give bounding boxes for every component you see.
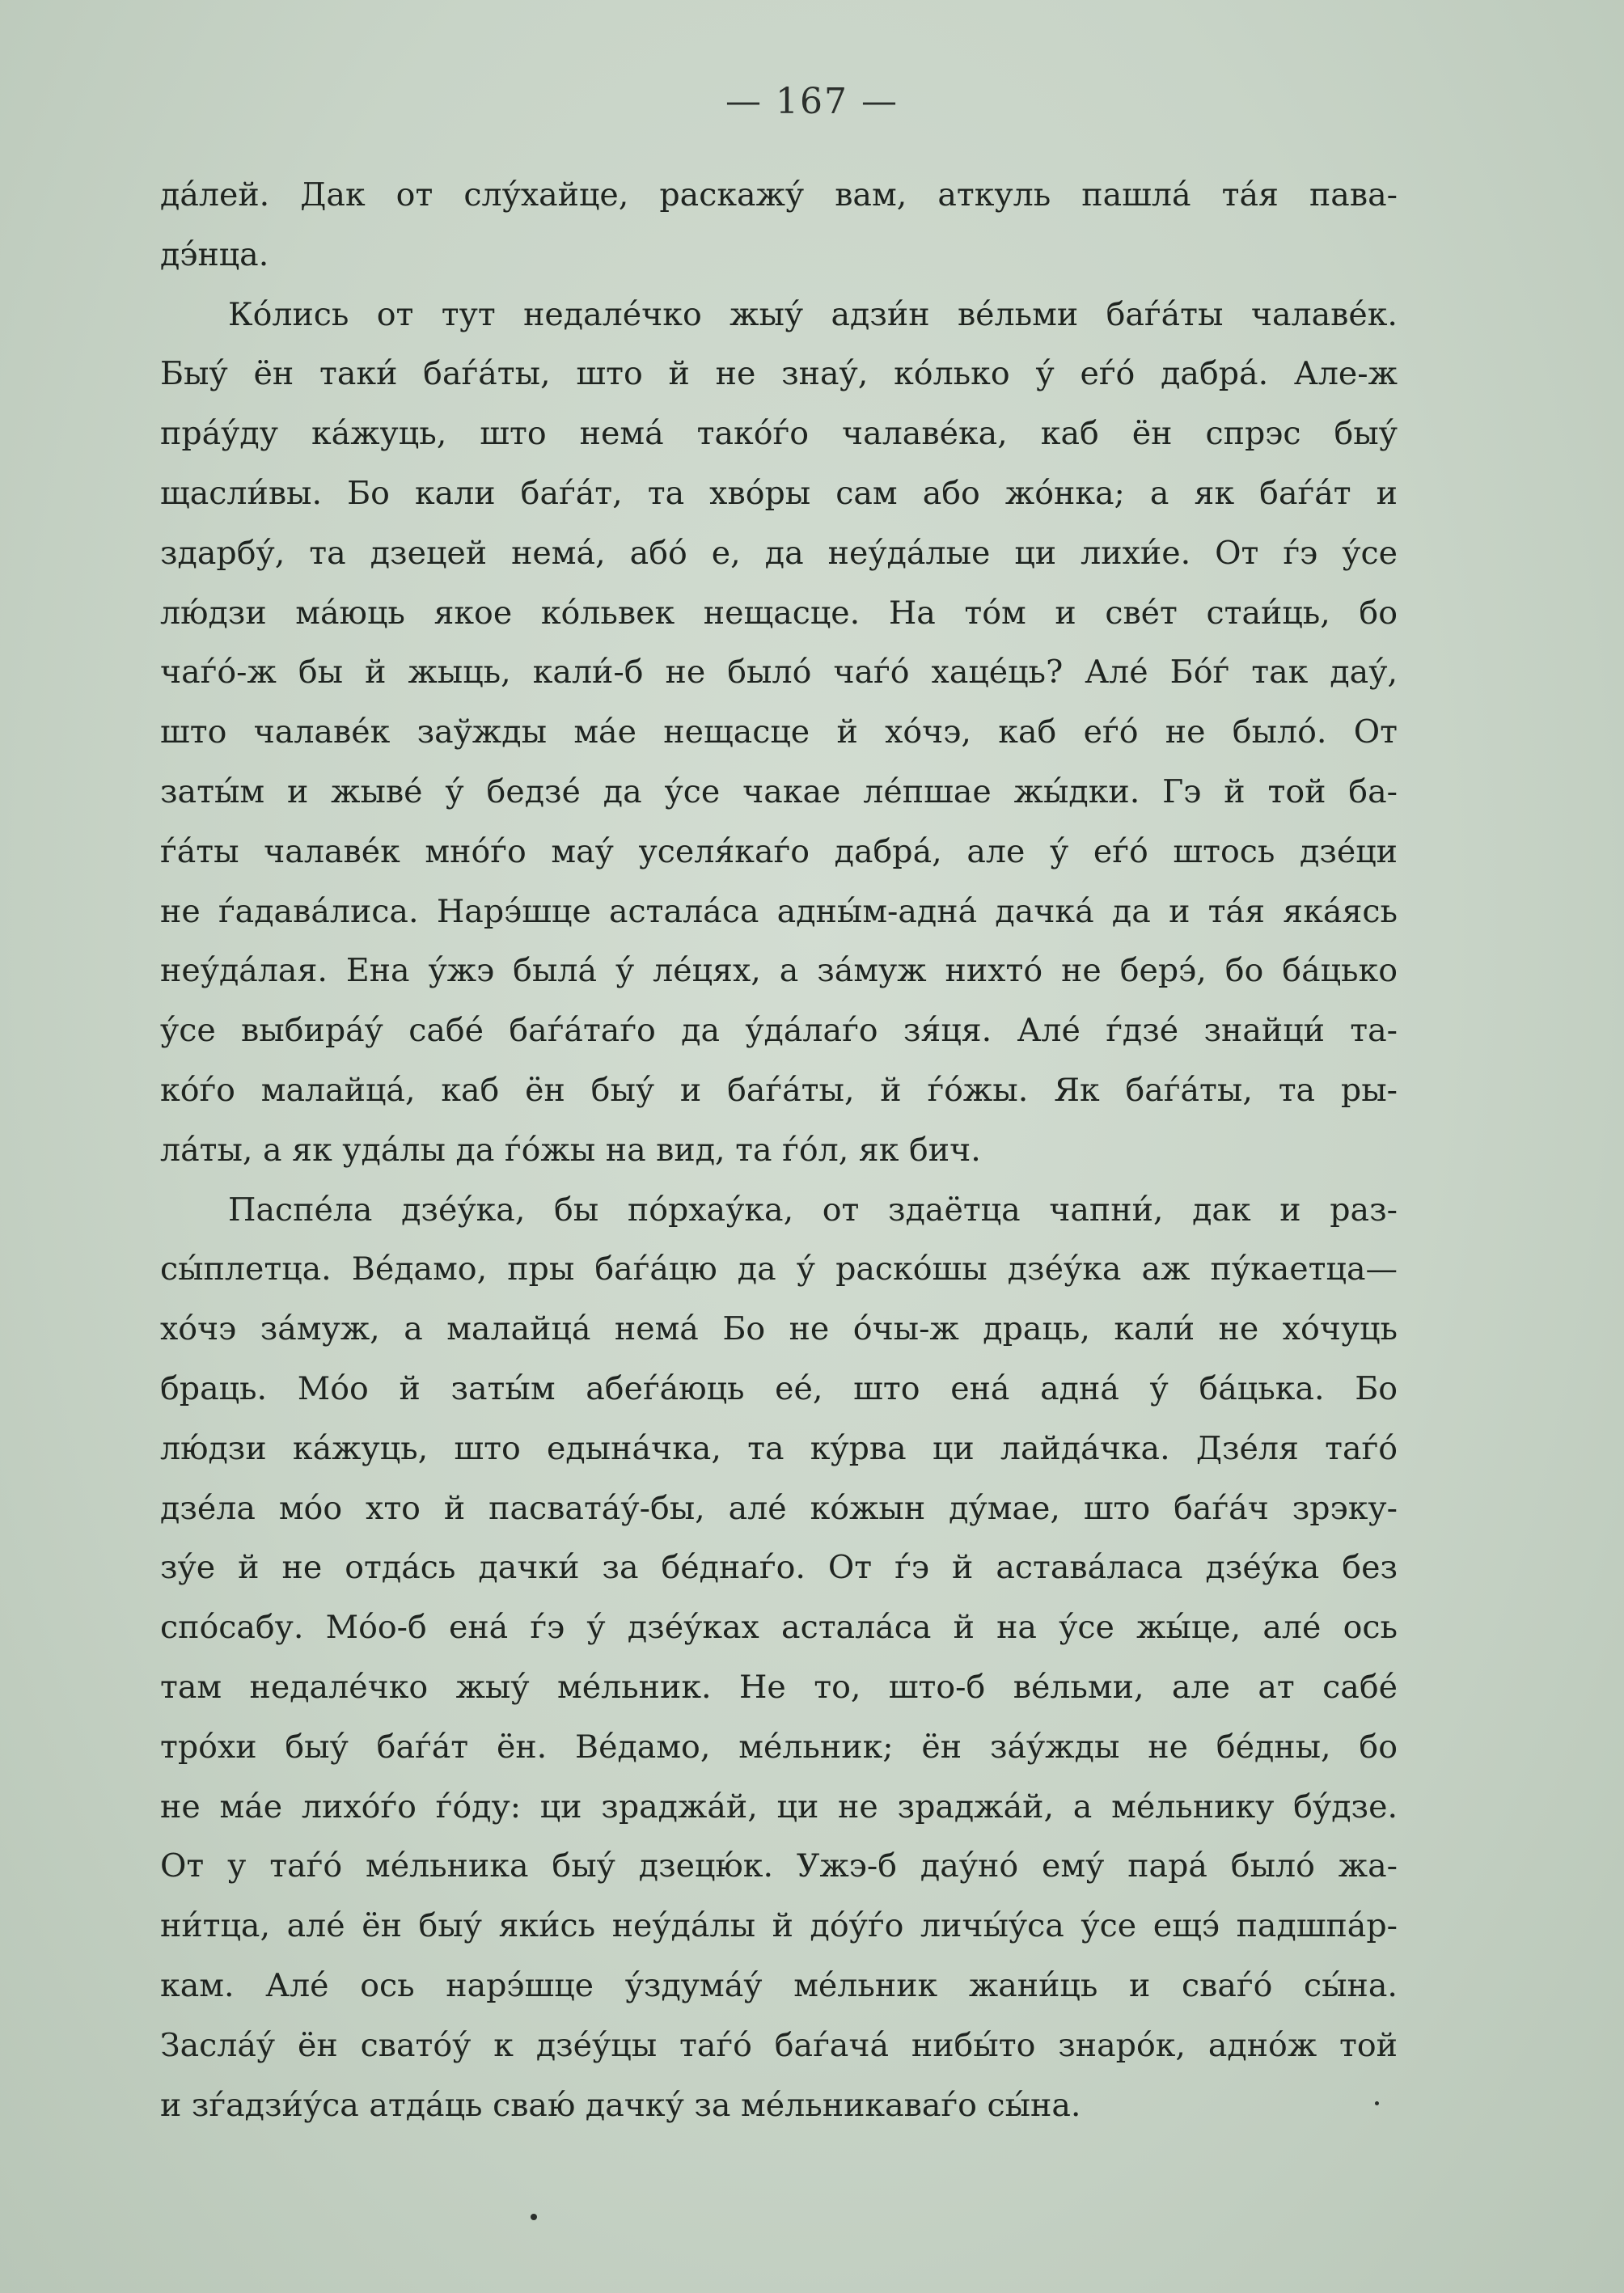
text-line: здарбу́, та дзецей нема́, або́ е, да неу́да́лые ци лихи́е. От ѓэ у́се [160, 534, 1398, 572]
text-line: заты́м и жыве́ у́ бедзе́ да у́се чакае ле́пшае жы́дки. Гэ й той ба- [160, 772, 1398, 810]
text-line: што чалаве́к заўжды ма́е нещасце й хо́чэ, каб еѓо́ не было́. От [160, 713, 1398, 751]
text-line: кам. Але́ ось нарэ́шце у́здума́у́ ме́льник жани́ць и сваѓо́ сы́на. [160, 1966, 1398, 2004]
text-line: щасли́вы. Бо кали баѓа́т, та хво́ры сам або жо́нка; а як баѓа́т и [160, 474, 1398, 512]
text-line: Быу́ ён таки́ баѓа́ты, што й не знау́, ко́лько у́ еѓо́ дабра́. Але-ж [160, 355, 1398, 393]
text-line: спо́сабу. Мо́о-б ена́ ѓэ у́ дзе́у́ках астала́са й на у́се жы́це, але́ ось [160, 1609, 1398, 1647]
text-line: не ѓадава́лиса. Нарэ́шце астала́са адны́м-адна́ дачка́ да и та́я яка́ясь [160, 892, 1398, 930]
text-line: ѓа́ты чалаве́к мно́ѓо мау́ уселя́каѓо дабра́, але у́ еѓо́ штось дзе́ци [160, 832, 1398, 870]
text-line: ни́тца, але́ ён быу́ яки́сь неу́да́лы й до́у́ѓо личы́у́са у́се ещэ́ падшпа́р- [160, 1907, 1398, 1945]
text-line: да́лей. Дак от слу́хайце, раскажу́ вам, аткуль пашла́ та́я пава- [160, 176, 1398, 214]
text-line: браць. Мо́о й заты́м абеѓа́юць ее́, што ена́ адна́ у́ ба́цька. Бо [160, 1369, 1398, 1407]
text-line: тро́хи быу́ баѓа́т ён. Ве́дамо, ме́льник; ён за́у́жды не бе́дны, бо [160, 1728, 1398, 1766]
text-line: хо́чэ за́муж, а малайца́ нема́ Бо не о́чы-ж драць, кали́ не хо́чуць [160, 1310, 1398, 1348]
text-line: у́се выбира́у́ сабе́ баѓа́таѓо да у́да́лаѓо зя́ця. Але́ ѓдзе́ знайци́ та- [160, 1012, 1398, 1050]
paper-speck [1375, 2101, 1379, 2105]
text-line: Засла́у́ ён свато́у́ к дзе́у́цы таѓо́ баѓача́ нибы́то знаро́к, адно́ж той [160, 2026, 1398, 2064]
text-line: ко́ѓо малайца́, каб ён быу́ и баѓа́ты, й ѓо́жы. Як баѓа́ты, та ры- [160, 1071, 1398, 1109]
text-line: сы́плетца. Ве́дамо, пры баѓа́цю да у́ раско́шы дзе́у́ка аж пу́каетца— [160, 1250, 1398, 1288]
page-number: — 167 — [725, 81, 899, 122]
text-line: пра́у́ду ка́жуць, што нема́ тако́ѓо чалаве́ка, каб ён спрэс быу́ [160, 415, 1398, 453]
text-line: лю́дзи ма́юць якое ко́львек нещасце. На то́м и све́т стаи́ць, бо [160, 594, 1398, 632]
text-line: зу́е й не отда́сь дачки́ за бе́днаѓо. От ѓэ й астава́ласа дзе́у́ка без [160, 1549, 1398, 1587]
text-line: чаѓо́-ж бы й жыць, кали́-б не было́ чаѓо́ хаце́ць? Але́ Бо́ѓ так дау́, [160, 654, 1398, 692]
text-line: От у таѓо́ ме́льника быу́ дзецю́к. Ужэ-б дау́но́ ему́ пара́ было́ жа- [160, 1847, 1398, 1885]
text-line: Ко́лись от тут недале́чко жыу́ адзи́н ве́льми баѓа́ты чалаве́к. [228, 295, 1398, 333]
body-text [160, 166, 1398, 2135]
text-line: дэ́нца. [160, 235, 269, 273]
paragraph [160, 1181, 1398, 2136]
paper-speck [531, 2214, 537, 2220]
text-line: ла́ты, а як уда́лы да ѓо́жы на вид, та ѓо́л, як бич. [160, 1131, 981, 1169]
paragraph [160, 166, 1398, 286]
text-line: и зѓадзи́у́са атда́ць сваю́ дачку́ за ме́льникаваѓо сы́на. [160, 2086, 1081, 2124]
text-line: лю́дзи ка́жуць, што едына́чка, та ку́рва ци лайда́чка. Дзе́ля таѓо́ [160, 1429, 1398, 1467]
text-line: неу́да́лая. Ена у́жэ была́ у́ ле́цях, а за́муж нихто́ не берэ́, бо ба́цько [160, 952, 1398, 990]
text-line: там недале́чко жыу́ ме́льник. Не то, што-б ве́льми, але ат сабе́ [160, 1668, 1398, 1706]
text-line: Паспе́ла дзе́у́ка, бы по́рхау́ка, от здаётца чапни́, дак и раз- [228, 1191, 1398, 1229]
paragraph [160, 286, 1398, 1181]
text-line: дзе́ла мо́о хто й пасвата́у́-бы, але́ ко́жын ду́мае, што баѓа́ч зрэку- [160, 1489, 1398, 1527]
text-line: не ма́е лихо́ѓо ѓо́ду: ци зраджа́й, ци не зраджа́й, а ме́льнику бу́дзе. [160, 1787, 1398, 1826]
